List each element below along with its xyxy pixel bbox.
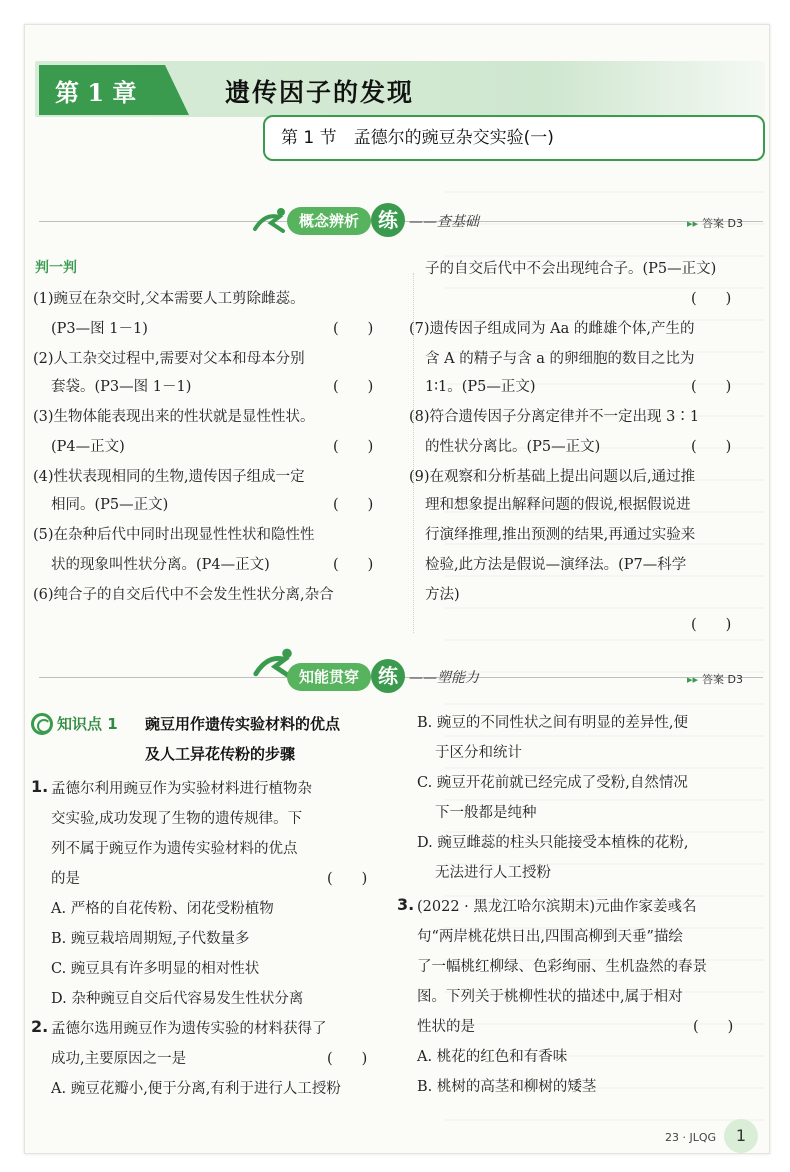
option-b[interactable]: B. 桃树的高茎和柳树的矮茎 <box>417 1079 597 1095</box>
option-b-cont: 于区分和统计 <box>435 745 522 761</box>
answer-blank[interactable]: ( ) <box>691 439 732 455</box>
answer-blank[interactable]: ( ) <box>333 557 374 573</box>
question-stem: 孟德尔利用豌豆作为实验材料进行植物杂 <box>51 781 312 797</box>
judge-line: 状的现象叫性状分离。(P4—正文) <box>51 557 270 573</box>
judge-line: (4)性状表现相同的生物,遗传因子组成一定 <box>33 469 305 485</box>
judge-line: (6)纯合子的自交后代中不会发生性状分离,杂合 <box>33 587 334 603</box>
answer-reference: ▸▸ 答案 D3 <box>687 673 744 686</box>
judge-line: (5)在杂种后代中同时出现显性性状和隐性性 <box>33 527 315 543</box>
question-stem: 句“两岸桃花烘日出,四围高柳到天垂”描绘 <box>417 929 683 945</box>
option-c[interactable]: C. 豌豆开花前就已经完成了受粉,自然情况 <box>417 775 688 791</box>
question-number: 3. <box>397 895 415 914</box>
knowledge-point-icon <box>31 713 53 735</box>
judge-line: (9)在观察和分析基础上提出问题以后,通过推 <box>409 469 696 485</box>
judge-line: (2)人工杂交过程中,需要对父本和母本分别 <box>33 351 305 367</box>
judge-line: (P3—图 1－1) <box>51 321 148 337</box>
answer-blank[interactable]: ( ) <box>333 497 374 513</box>
practice-badge: 练 <box>371 659 405 693</box>
arrow-icon: ▸▸ <box>687 217 699 230</box>
answer-blank[interactable]: ( ) <box>333 439 374 455</box>
option-d[interactable]: D. 豌豆雌蕊的柱头只能接受本植株的花粉, <box>417 835 689 851</box>
answer-blank[interactable]: ( ) <box>691 291 732 307</box>
runner-icon <box>251 207 291 233</box>
judge-line: (7)遗传因子组成同为 Aa 的雌雄个体,产生的 <box>409 321 695 337</box>
knowledge-point-title: 豌豆用作遗传实验材料的优点 <box>145 715 341 733</box>
answer-blank[interactable]: ( ) <box>327 871 368 887</box>
answer-blank[interactable]: ( ) <box>691 617 732 633</box>
judge-line: 检验,此方法是假说—演绎法。(P7—科学 <box>425 557 687 573</box>
judge-line: 1∶1。(P5—正文) <box>425 379 536 395</box>
judge-line: 含 A 的精子与含 a 的卵细胞的数目之比为 <box>425 351 695 367</box>
option-a[interactable]: A. 严格的自花传粉、闭花受粉植物 <box>51 901 274 917</box>
judge-line: (P4—正文) <box>51 439 125 455</box>
question-stem: (2022 · 黑龙江哈尔滨期末)元曲作家姜彧名 <box>417 899 697 915</box>
judge-line: 相同。(P5—正文) <box>51 497 169 513</box>
judge-line: 套袋。(P3—图 1－1) <box>51 379 192 395</box>
practice-badge: 练 <box>371 203 405 237</box>
answer-blank[interactable]: ( ) <box>333 321 374 337</box>
judge-line: (8)符合遗传因子分离定律并不一定出现 3∶1 <box>409 409 700 425</box>
question-stem: 性状的是 <box>417 1019 475 1035</box>
question-stem: 了一幅桃红柳绿、色彩绚丽、生机盎然的春景 <box>417 959 707 975</box>
book-code: 23 · JLQG <box>665 1131 717 1144</box>
answer-blank[interactable]: ( ) <box>693 1019 734 1035</box>
question-stem: 孟德尔选用豌豆作为遗传实验的材料获得了 <box>51 1021 327 1037</box>
banner-subtitle: ——查基础 <box>409 214 479 230</box>
answer-blank[interactable]: ( ) <box>333 379 374 395</box>
answer-blank[interactable]: ( ) <box>691 379 732 395</box>
judge-line: 理和想象提出解释问题的假说,根据假说进 <box>425 497 691 513</box>
option-a[interactable]: A. 豌豆花瓣小,便于分离,有利于进行人工授粉 <box>51 1081 341 1097</box>
arrow-icon: ▸▸ <box>687 673 699 686</box>
page-number: 1 <box>724 1119 758 1153</box>
judge-heading: 判一判 <box>35 260 77 276</box>
question-stem: 列不属于豌豆作为遗传实验材料的优点 <box>51 841 298 857</box>
option-c[interactable]: C. 豌豆具有许多明显的相对性状 <box>51 961 260 977</box>
question-stem: 的是 <box>51 871 80 887</box>
option-c-cont: 下一般都是纯种 <box>435 805 537 821</box>
judge-line: 子的自交后代中不会出现纯合子。(P5—正文) <box>425 261 717 277</box>
option-b[interactable]: B. 豌豆的不同性状之间有明显的差异性,便 <box>417 715 688 731</box>
section-title: 第 1 节 孟德尔的豌豆杂交实验(一) <box>281 128 554 148</box>
knowledge-point-label: 知识点 1 <box>57 715 118 733</box>
judge-line: 行演绎推理,推出预测的结果,再通过实验来 <box>425 527 696 543</box>
chapter-title: 遗传因子的发现 <box>225 78 415 107</box>
question-number: 2. <box>31 1017 49 1036</box>
judge-line: 的性状分离比。(P5—正文) <box>425 439 601 455</box>
chapter-number: 第 1 章 <box>55 78 137 107</box>
option-d-cont: 无法进行人工授粉 <box>435 865 551 881</box>
knowledge-point-title: 及人工异花传粉的步骤 <box>145 745 296 763</box>
banner-label: 概念辨析 <box>287 207 371 235</box>
answer-reference: ▸▸ 答案 D3 <box>687 217 744 230</box>
judge-line: (1)豌豆在杂交时,父本需要人工剪除雌蕊。 <box>33 291 305 307</box>
book-page <box>24 24 770 1154</box>
question-number: 1. <box>31 777 49 796</box>
question-stem: 图。下列关于桃柳性状的描述中,属于相对 <box>417 989 683 1005</box>
banner-subtitle: ——塑能力 <box>409 670 479 686</box>
judge-line: 方法) <box>425 587 460 603</box>
answer-blank[interactable]: ( ) <box>327 1051 368 1067</box>
option-d[interactable]: D. 杂种豌豆自交后代容易发生性状分离 <box>51 991 304 1007</box>
option-b[interactable]: B. 豌豆栽培周期短,子代数量多 <box>51 931 250 947</box>
banner-label: 知能贯穿 <box>287 663 371 691</box>
question-stem: 交实验,成功发现了生物的遗传规律。下 <box>51 811 303 827</box>
judge-line: (3)生物体能表现出来的性状就是显性性状。 <box>33 409 315 425</box>
question-stem: 成功,主要原因之一是 <box>51 1051 187 1067</box>
option-a[interactable]: A. 桃花的红色和有香味 <box>417 1049 568 1065</box>
